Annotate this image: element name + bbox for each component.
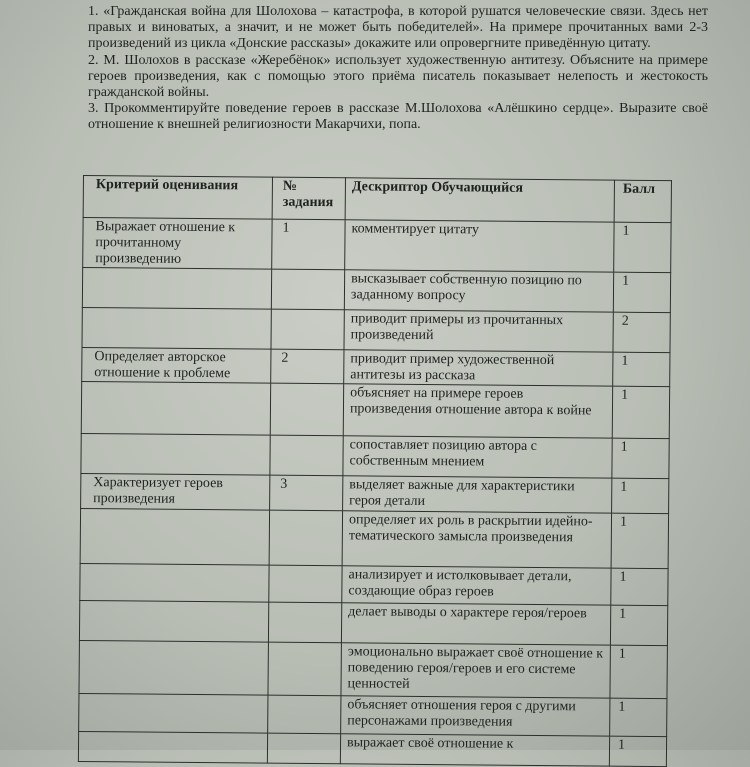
- task-number-cell: 3: [270, 475, 343, 511]
- task-number-cell: [270, 435, 343, 476]
- descriptor-cell: анализирует и истолковывает детали, создающие образ героев: [342, 566, 611, 605]
- table-row: [82, 347, 670, 386]
- descriptor-cell: высказывает собственную позицию по заданному вопросу: [344, 270, 613, 312]
- score-cell: 1: [614, 222, 671, 272]
- task-list: [88, 4, 708, 134]
- criterion-cell: [79, 600, 268, 642]
- score-cell: 1: [611, 513, 668, 568]
- criterion-cell: [79, 640, 268, 695]
- task-number-cell: [267, 733, 340, 764]
- task-2: 2. М. Шолохов в рассказе «Жеребёнок» использует художественную антитезу. Объясните на примере героев произведения, как с помощью этого приёма писатель показывает нелепость и жестокость гражданской войны.: [88, 52, 708, 101]
- score-cell: 2: [613, 312, 670, 352]
- descriptor-cell: комментирует цитату: [345, 220, 614, 272]
- score-cell: 1: [610, 698, 667, 736]
- criterion-cell: [81, 433, 270, 475]
- task-number-cell: [271, 269, 344, 310]
- score-cell: 1: [612, 438, 669, 478]
- criterion-cell: Характеризует героев произведения: [81, 473, 270, 510]
- task-number-cell: [271, 309, 344, 350]
- score-cell: 1: [610, 645, 667, 698]
- criterion-cell: [82, 268, 271, 310]
- table-row: [81, 433, 669, 478]
- header-descriptor: Дескриптор Обучающийся: [345, 178, 614, 222]
- header-score: Балл: [614, 180, 671, 222]
- task-number-cell: [268, 602, 341, 643]
- task-number-cell: 2: [271, 349, 344, 384]
- table-header-row: [83, 176, 671, 223]
- task-number-cell: [268, 642, 341, 696]
- header-task-number: № задания: [272, 177, 345, 220]
- descriptor-cell: определяет их роль в раскрытии идейно-тематического замысла произведения: [342, 511, 611, 568]
- task-number-cell: [269, 565, 342, 603]
- criterion-cell: [80, 508, 269, 565]
- criterion-cell: [82, 307, 271, 349]
- header-criterion: Критерий оценивания: [83, 176, 272, 220]
- task-number-cell: [269, 510, 342, 566]
- table-row: [83, 218, 671, 273]
- table-row: [80, 508, 668, 568]
- score-cell: 1: [612, 386, 669, 438]
- descriptor-cell: сопоставляет позицию автора с собственным мнением: [343, 436, 612, 478]
- table-row: [82, 268, 670, 313]
- criterion-cell: [81, 381, 270, 435]
- score-cell: 1: [613, 352, 670, 386]
- score-cell: 1: [609, 736, 666, 766]
- descriptor-cell: объясняет отношения героя с другими персонажами произведения: [341, 696, 610, 736]
- descriptor-cell: делает выводы о характере героя/героев: [341, 603, 610, 645]
- score-cell: 1: [613, 272, 670, 312]
- score-cell: 1: [611, 568, 668, 605]
- score-cell: 1: [612, 478, 669, 513]
- criterion-cell: [78, 731, 267, 763]
- table-row: [80, 563, 668, 605]
- descriptor-cell: эмоционально выражает своё отношение к поведению героя/героев и его системе ценностей: [341, 643, 610, 698]
- task-number-cell: [268, 695, 341, 734]
- score-cell: 1: [610, 605, 667, 645]
- table-row: [81, 473, 669, 513]
- descriptor-cell: объясняет на примере героев произведения отношение автора к войне: [343, 384, 612, 438]
- descriptor-cell: выражает своё отношение к: [340, 734, 609, 766]
- criterion-cell: Выражает отношение к прочитанному произведению: [83, 218, 272, 270]
- table-row: [82, 307, 670, 352]
- criterion-cell: [80, 563, 269, 602]
- descriptor-cell: приводит пример художественной антитезы из рассказа: [344, 350, 613, 386]
- task-1: 1. «Гражданская война для Шолохова – катастрофа, в которой рушатся человеческие связи. Здесь нет правых и виноватых, а значит, и не может быть победителей». На примере прочитанных вами 2-3 произведений из цикла «Донские рассказы» докажите или опровергните приведённую цитату.: [88, 4, 708, 52]
- table-row: [79, 693, 667, 736]
- table-row: [81, 381, 669, 438]
- table-row: [79, 640, 667, 698]
- criterion-cell: Определяет авторское отношение к проблеме: [82, 347, 271, 383]
- task-number-cell: 1: [272, 219, 345, 270]
- table-row: [78, 731, 666, 766]
- descriptor-cell: выделяет важные для характеристики героя детали: [343, 476, 612, 513]
- assessment-table: [78, 175, 672, 767]
- task-3: 3. Прокомментируйте поведение героев в рассказе М.Шолохова «Алёшкино сердце». Выразите своё отношение к внешней религиозности Макарчихи, попа.: [88, 101, 708, 133]
- table-row: [79, 600, 667, 645]
- task-number-cell: [270, 383, 343, 436]
- criterion-cell: [79, 693, 268, 733]
- descriptor-cell: приводит примеры из прочитанных произведений: [344, 310, 613, 352]
